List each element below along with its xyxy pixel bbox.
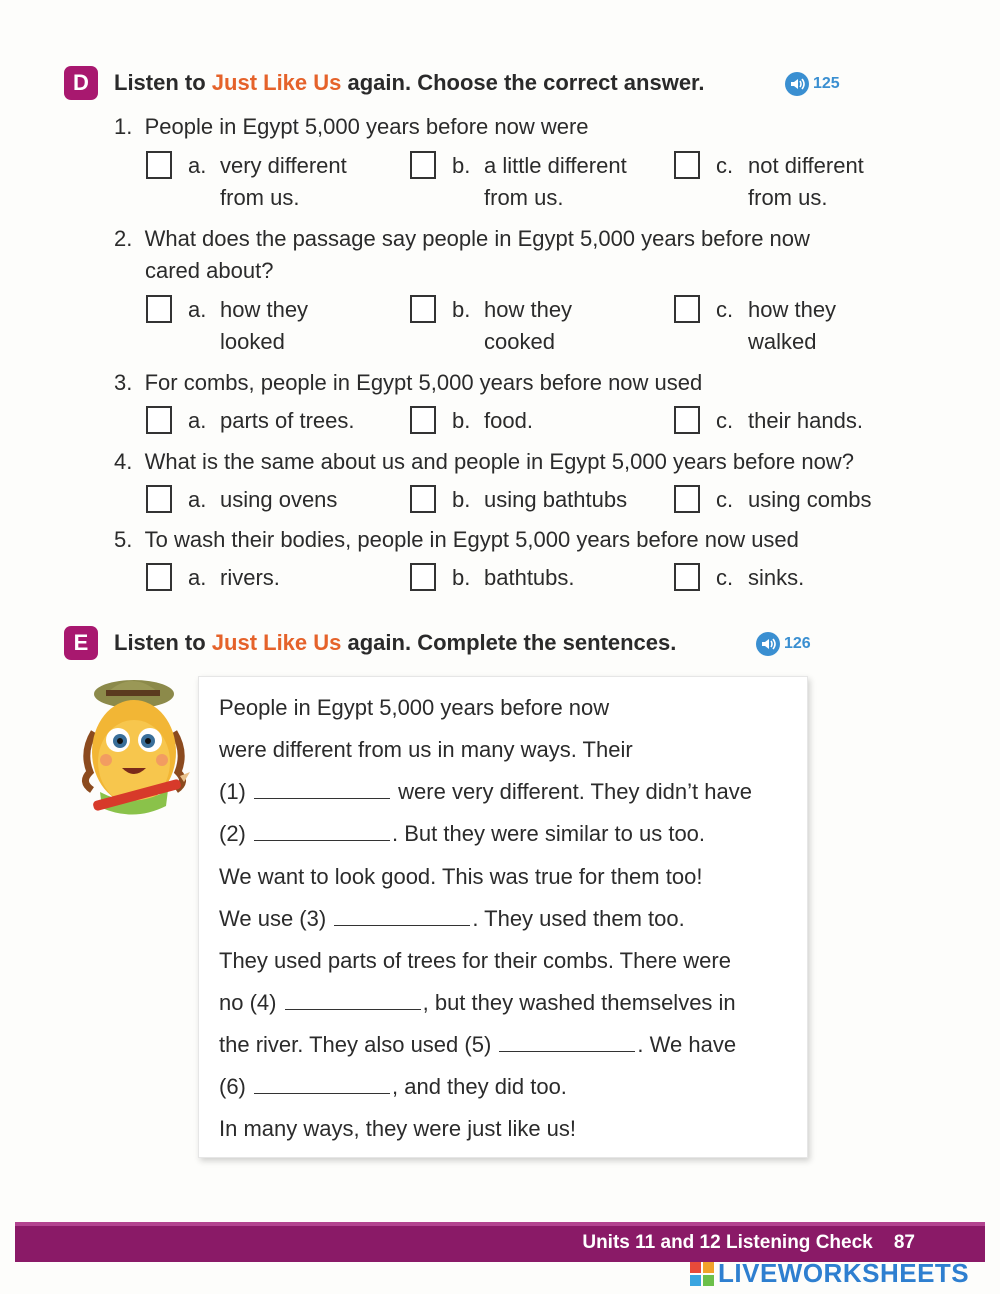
checkbox-q5-b[interactable] <box>410 563 436 591</box>
passage-line <box>219 779 752 805</box>
option-q3-b <box>452 405 533 437</box>
option-q5-c <box>716 562 804 594</box>
question-text: People in Egypt 5,000 years before now were <box>144 114 589 139</box>
checkbox-q3-c[interactable] <box>674 406 700 434</box>
blank-6-input[interactable] <box>254 1075 390 1094</box>
option-q1-c <box>716 150 864 214</box>
question-1 <box>114 114 589 140</box>
question-2-cont: cared about? <box>145 258 274 283</box>
heading-text: again. Complete the sentences. <box>341 630 677 655</box>
passage-line: In many ways, they were just like us! <box>219 1116 577 1141</box>
option-q3-c <box>716 405 863 437</box>
option-text: walked <box>748 329 817 354</box>
passage-text: , and they did too. <box>392 1074 567 1099</box>
heading-text: again. Choose the correct answer. <box>341 70 705 95</box>
passage-text: no (4) <box>219 990 277 1015</box>
option-q5-b <box>452 562 575 594</box>
option-text: very different <box>220 153 347 178</box>
question-text: For combs, people in Egypt 5,000 years before now used <box>144 370 703 395</box>
question-5 <box>114 527 799 553</box>
blank-number: (1) <box>219 779 246 804</box>
heading-text: Listen to <box>114 630 212 655</box>
passage-line: They used parts of trees for their combs. There were <box>219 948 731 973</box>
liveworksheets-icon <box>690 1262 714 1286</box>
checkbox-q2-a[interactable] <box>146 295 172 323</box>
speaker-icon <box>785 72 809 96</box>
passage-text: . They used them too. <box>472 906 685 931</box>
passage-text: . But they were similar to us too. <box>392 821 706 846</box>
option-q5-a <box>188 562 280 594</box>
question-number: 1. <box>114 114 133 139</box>
passage-line: We want to look good. This was true for them too! <box>219 864 703 889</box>
question-2 <box>114 226 810 252</box>
question-3 <box>114 370 702 396</box>
audio-button[interactable] <box>785 72 840 96</box>
option-text: sinks. <box>748 565 805 590</box>
checkbox-q4-a[interactable] <box>146 485 172 513</box>
mascot-illustration <box>72 672 192 837</box>
option-letter: c. <box>716 297 734 322</box>
blank-number: (2) <box>219 821 246 846</box>
option-letter: b. <box>452 408 471 433</box>
option-text: from us. <box>484 185 564 210</box>
passage-box <box>198 676 808 1158</box>
option-q1-b <box>452 150 627 214</box>
question-text: What is the same about us and people in Egypt 5,000 years before now? <box>144 449 854 474</box>
liveworksheets-logo <box>690 1258 969 1289</box>
checkbox-q3-a[interactable] <box>146 406 172 434</box>
liveworksheets-wordmark: LIVEWORKSHEETS <box>718 1258 970 1288</box>
option-letter: a. <box>188 297 207 322</box>
option-text: using bathtubs <box>484 487 628 512</box>
passage-line: People in Egypt 5,000 years before now <box>219 695 610 720</box>
option-text: how they <box>220 297 309 322</box>
option-text: parts of trees. <box>220 408 355 433</box>
option-letter: a. <box>188 565 207 590</box>
option-text: their hands. <box>748 408 863 433</box>
checkbox-q1-c[interactable] <box>674 151 700 179</box>
checkbox-q1-a[interactable] <box>146 151 172 179</box>
section-d-badge: D <box>64 66 98 100</box>
option-q2-b <box>452 294 572 358</box>
blank-number: (6) <box>219 1074 246 1099</box>
checkbox-q5-a[interactable] <box>146 563 172 591</box>
passage-line <box>219 990 736 1016</box>
blank-1-input[interactable] <box>254 780 390 799</box>
option-text: how they <box>484 297 573 322</box>
option-text: using ovens <box>220 487 338 512</box>
footer-label <box>582 1232 915 1254</box>
checkbox-q2-c[interactable] <box>674 295 700 323</box>
option-letter: c. <box>716 408 734 433</box>
blank-3-input[interactable] <box>334 907 470 926</box>
option-q2-a <box>188 294 308 358</box>
option-letter: a. <box>188 408 207 433</box>
passage-line <box>219 1032 736 1058</box>
checkbox-q4-c[interactable] <box>674 485 700 513</box>
blank-2-input[interactable] <box>254 822 390 841</box>
question-number: 3. <box>114 370 133 395</box>
audio-button[interactable] <box>756 632 811 656</box>
option-text: rivers. <box>220 565 280 590</box>
option-text: from us. <box>220 185 300 210</box>
blank-4-input[interactable] <box>285 991 421 1010</box>
speaker-icon <box>756 632 780 656</box>
option-letter: c. <box>716 487 734 512</box>
question-number: 4. <box>114 449 133 474</box>
option-letter: c. <box>716 153 734 178</box>
blank-5-input[interactable] <box>499 1033 635 1052</box>
option-letter: a. <box>188 153 207 178</box>
option-letter: b. <box>452 153 471 178</box>
passage-text: We use (3) <box>219 906 327 931</box>
option-q3-a <box>188 405 355 437</box>
option-text: not different <box>748 153 864 178</box>
section-e-badge: E <box>64 626 98 660</box>
page-footer <box>15 1222 985 1262</box>
passage-line <box>219 906 685 932</box>
option-q2-c <box>716 294 836 358</box>
checkbox-q2-b[interactable] <box>410 295 436 323</box>
option-letter: c. <box>716 565 734 590</box>
option-text: from us. <box>748 185 828 210</box>
question-number: 5. <box>114 527 133 552</box>
passage-text: the river. They also used (5) <box>219 1032 492 1057</box>
checkbox-q1-b[interactable] <box>410 151 436 179</box>
option-text: how they <box>748 297 837 322</box>
option-text: cooked <box>484 329 555 354</box>
option-text: looked <box>220 329 285 354</box>
option-letter: b. <box>452 297 471 322</box>
option-q4-b <box>452 484 627 516</box>
option-letter: a. <box>188 487 207 512</box>
question-text: What does the passage say people in Egypt 5,000 years before now <box>144 226 810 251</box>
passage-line: were different from us in many ways. Their <box>219 737 633 762</box>
question-text: To wash their bodies, people in Egypt 5,000 years before now used <box>144 527 799 552</box>
audio-track-number: 126 <box>784 635 811 652</box>
audio-track-number: 125 <box>813 75 840 92</box>
section-e-heading <box>114 630 676 656</box>
option-letter: b. <box>452 565 471 590</box>
heading-text: Listen to <box>114 70 212 95</box>
checkbox-q4-b[interactable] <box>410 485 436 513</box>
page-number: 87 <box>893 1232 915 1253</box>
story-title: Just Like Us <box>211 630 342 655</box>
option-text: food. <box>484 408 533 433</box>
passage-line <box>219 1074 567 1100</box>
option-text: using combs <box>748 487 872 512</box>
option-q1-a <box>188 150 347 214</box>
unit-label: Units 11 and 12 Listening Check <box>582 1232 873 1253</box>
passage-text: . We have <box>637 1032 737 1057</box>
option-q4-a <box>188 484 337 516</box>
passage-line <box>219 821 705 847</box>
option-text: bathtubs. <box>484 565 575 590</box>
question-number: 2. <box>114 226 133 251</box>
checkbox-q3-b[interactable] <box>410 406 436 434</box>
story-title: Just Like Us <box>211 70 342 95</box>
section-d-heading <box>114 70 705 96</box>
passage-text: were very different. They didn’t have <box>398 779 752 804</box>
option-text: a little different <box>484 153 627 178</box>
question-4 <box>114 449 854 475</box>
option-q4-c <box>716 484 872 516</box>
checkbox-q5-c[interactable] <box>674 563 700 591</box>
option-letter: b. <box>452 487 471 512</box>
passage-text: , but they washed themselves in <box>422 990 736 1015</box>
